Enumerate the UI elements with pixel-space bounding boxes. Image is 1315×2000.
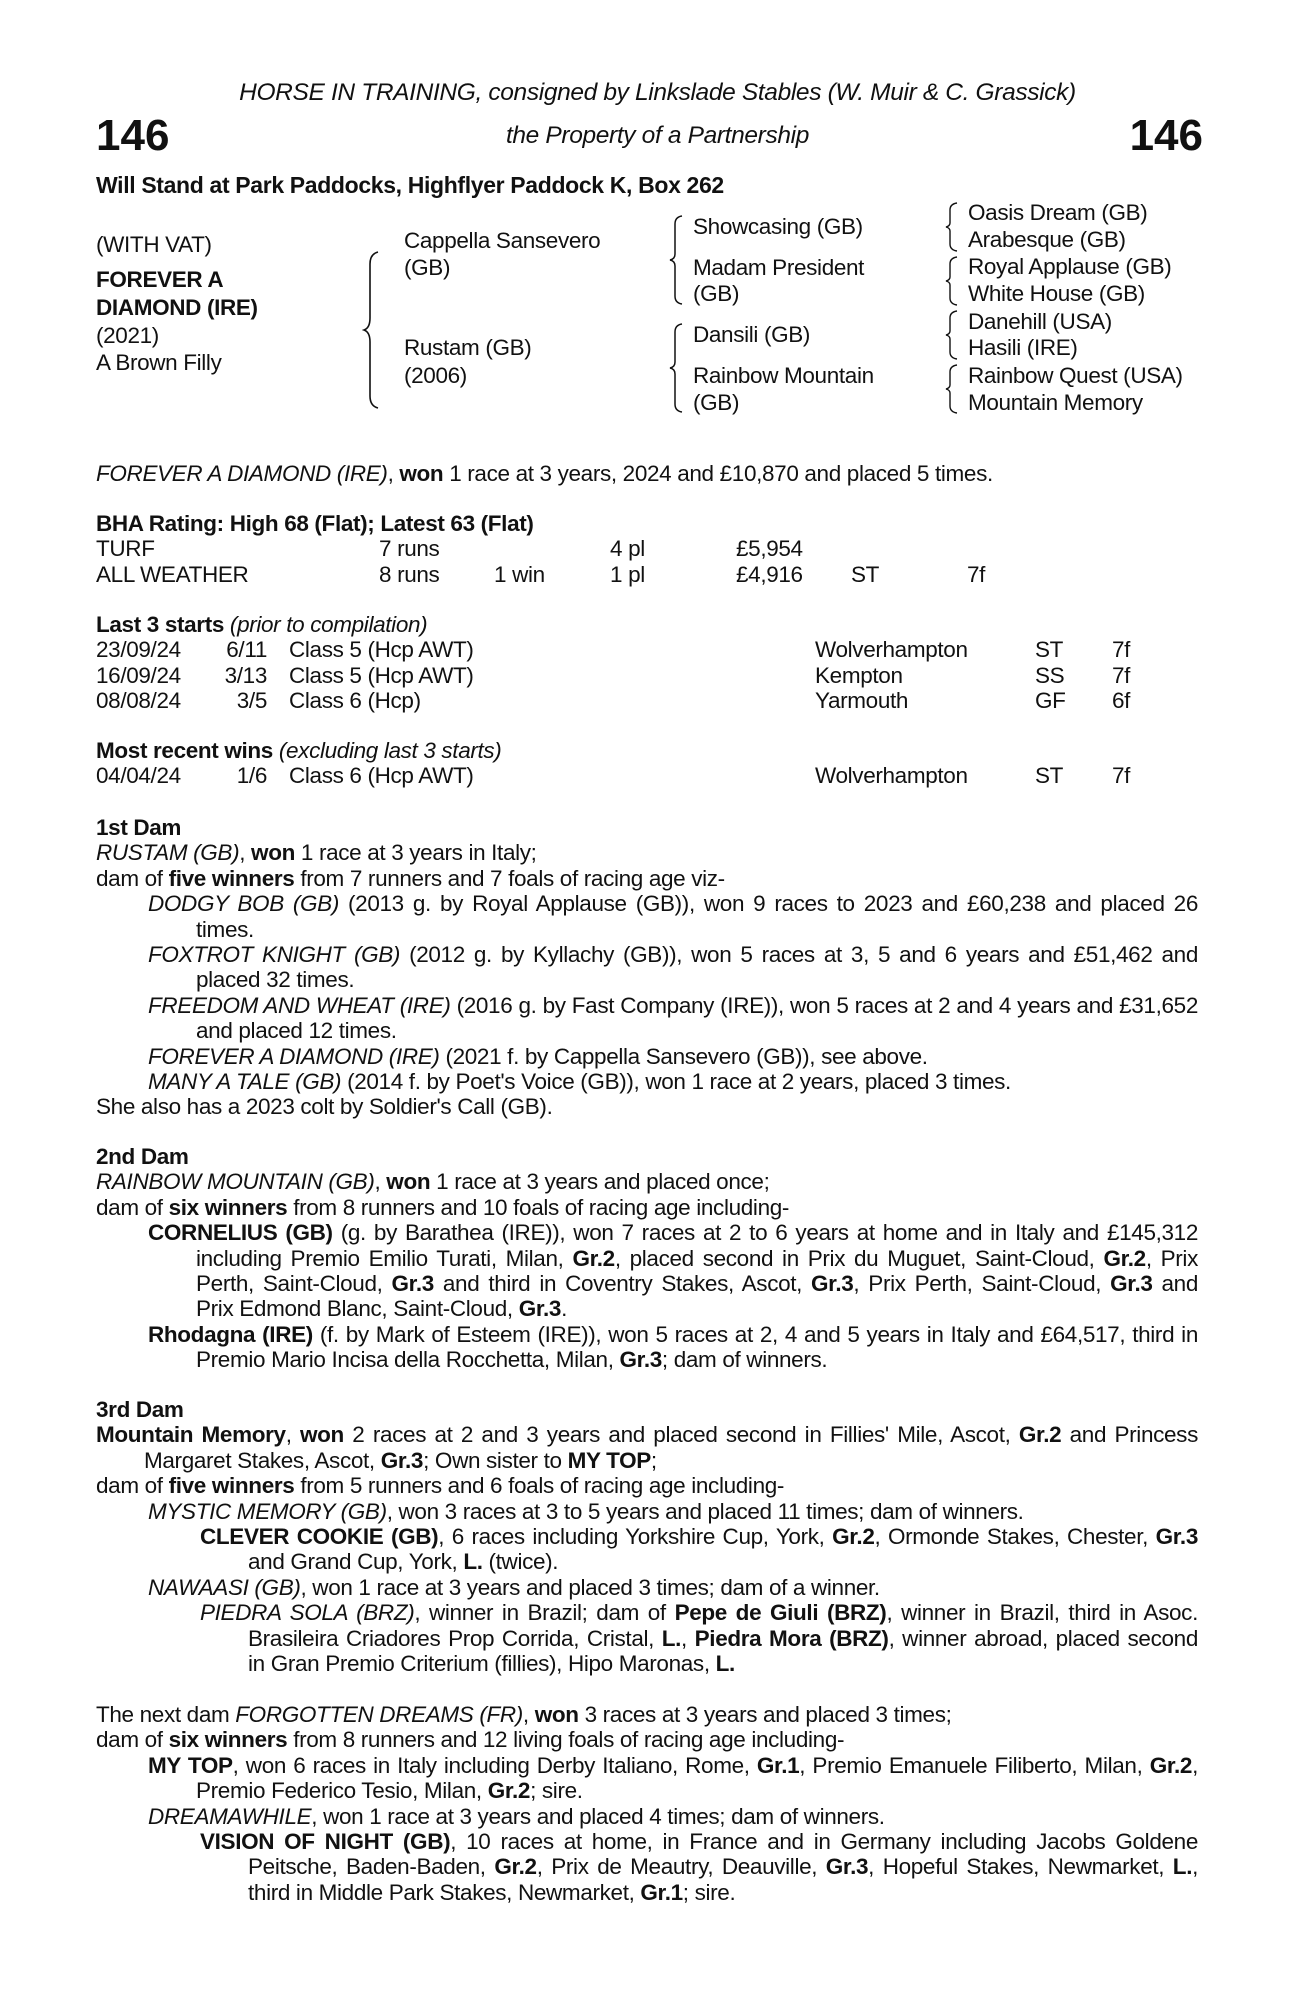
property-line: the Property of a Partnership (505, 122, 810, 149)
pedigree-paragraph (96, 1575, 1198, 1600)
pedigree-paragraph (96, 1322, 1198, 1373)
text: (2013 g. by Royal Applause (GB)), won 9 races to 2023 and £60,238 and placed 26 times. (196, 891, 1199, 942)
pedigree-paragraph (96, 1702, 1198, 1727)
text: 1 race at 3 years, 2024 and £10,870 and placed 5 times. (443, 461, 993, 486)
pedigree-paragraph (96, 866, 1198, 891)
text: , (522, 1702, 535, 1727)
text: ; dam of winners. (661, 1347, 828, 1373)
bold-text: five winners (168, 865, 295, 891)
going-cell: ST (1035, 763, 1064, 789)
bold-text: Piedra Mora (BRZ) (694, 1625, 889, 1651)
second-dam-section (96, 1144, 1198, 1373)
bold-text: Gr.3 (811, 1271, 854, 1297)
brace-gen3-4 (944, 363, 960, 415)
bold-text: VISION OF NIGHT (GB) (200, 1829, 451, 1855)
first-dam-section (96, 815, 1198, 1120)
bold-text: L. (463, 1549, 483, 1575)
brace-sire-parents (668, 214, 686, 306)
race-row (96, 688, 1198, 713)
recent-wins (96, 738, 1198, 789)
pedigree-paragraph (96, 1069, 1198, 1094)
section-heading: 1st Dam (96, 815, 182, 840)
last-starts-note: (prior to compilation) (229, 612, 428, 637)
prize-cell: £4,916 (736, 561, 803, 587)
date-cell: 16/09/24 (96, 662, 181, 688)
brace-dam-parents (668, 322, 686, 414)
italic-text: PIEDRA SOLA (BRZ) (200, 1600, 415, 1626)
pedigree-paragraph (96, 1094, 1198, 1119)
pedigree-paragraph (96, 993, 1198, 1044)
italic-text: DODGY BOB (GB) (148, 891, 339, 917)
race-row (96, 637, 1198, 662)
bold-text: Gr.3 (518, 1296, 562, 1322)
rating-row (96, 536, 1198, 561)
bold-text: CORNELIUS (GB) (148, 1220, 333, 1246)
position-cell: 3/13 (224, 662, 267, 688)
bold-text: six winners (168, 1727, 288, 1753)
sire-dam: Madam President (693, 255, 865, 280)
sire-suffix: (GB) (404, 255, 451, 280)
placed-cell: 1 pl (610, 561, 645, 587)
third-dam-section (96, 1397, 1198, 1676)
pedigree-paragraph (96, 840, 1198, 865)
distance-cell: 6f (1112, 688, 1131, 714)
bold-text: Rhodagna (IRE) (148, 1321, 313, 1347)
going-cell: ST (1035, 637, 1064, 663)
bold-text: Gr.2 (1149, 1752, 1193, 1778)
recent-wins-title: Most recent wins (96, 738, 273, 763)
bold-text: Pepe de Giuli (BRZ) (674, 1600, 887, 1626)
course-cell: Yarmouth (815, 688, 909, 714)
bold-text: Gr.2 (487, 1778, 531, 1804)
runs-cell: 8 runs (379, 561, 440, 587)
bold-text: CLEVER COOKIE (GB) (200, 1524, 439, 1550)
gen3-ancestor: Danehill (USA) (968, 309, 1112, 334)
text: and Prix Edmond Blanc, Saint-Cloud, (196, 1271, 1198, 1322)
text: (2014 f. by Poet's Voice (GB)), won 1 race at 2 years, placed 3 times. (341, 1069, 1011, 1095)
text: , Ormonde Stakes, Chester, (874, 1524, 1156, 1550)
italic-text: MANY A TALE (GB) (148, 1069, 342, 1095)
text: from 7 runners and 7 foals of racing age viz- (294, 865, 725, 891)
prize-cell: £5,954 (736, 536, 803, 562)
text: and Princess Margaret Stakes, Ascot, (144, 1422, 1198, 1473)
italic-text: FOREVER A DIAMOND (IRE) (96, 461, 388, 486)
text: (2021 f. by Cappella Sansevero (GB)), see above. (439, 1043, 928, 1069)
text: (f. by Mark of Esteem (IRE)), won 5 races at 2, 4 and 5 years in Italy and £64,517, third in Premio Mario Incisa della Rocchetta, Milan, (196, 1321, 1198, 1373)
text: She also has a 2023 colt by Soldier's Call (GB). (96, 1094, 553, 1120)
bold-text: Gr.2 (494, 1854, 537, 1880)
bold-text: L. (1172, 1854, 1193, 1880)
race-class-cell: Class 6 (Hcp) (289, 688, 421, 714)
text: ; (650, 1447, 657, 1473)
consignor-line: HORSE IN TRAINING, consigned by Linkslade Stables (W. Muir & C. Grassick) (239, 79, 1076, 106)
going-cell: GF (1035, 688, 1066, 714)
distance-cell: 7f (967, 561, 986, 587)
pedigree-paragraph (96, 1829, 1198, 1905)
bold-text: won (386, 1169, 431, 1195)
text: , won 1 race at 3 years and placed 4 times; dam of winners. (311, 1803, 885, 1829)
sire-name: Cappella Sansevero (404, 228, 601, 253)
gen3-ancestor: Hasili (IRE) (968, 335, 1078, 360)
gen3-ancestor: Oasis Dream (GB) (968, 200, 1148, 225)
date-cell: 04/04/24 (96, 763, 181, 789)
text: , won 1 race at 3 years and placed 3 times; dam of a winner. (300, 1574, 880, 1600)
italic-text: FOXTROT KNIGHT (GB) (148, 942, 401, 968)
bold-text: Gr.1 (756, 1752, 800, 1778)
surface-cell: ALL WEATHER (96, 561, 249, 587)
pedigree-paragraph (96, 1422, 1198, 1473)
bold-text: Gr.3 (380, 1447, 424, 1473)
race-summary (96, 461, 1198, 486)
horse-year: (2021) (96, 323, 159, 348)
text: , won 3 races at 3 to 5 years and placed 11 times; dam of winners. (386, 1498, 1024, 1524)
bold-text: Gr.2 (832, 1524, 875, 1550)
italic-text: DREAMAWHILE (148, 1803, 312, 1829)
text: and third in Coventry Stakes, Ascot, (433, 1271, 812, 1297)
dam-dam-suffix: (GB) (693, 390, 740, 415)
bha-rating-title: BHA Rating: High 68 (Flat); Latest 63 (Flat) (96, 511, 534, 536)
text: (2012 g. by Kyllachy (GB)), won 5 races at 3, 5 and 6 years and £51,462 and placed 32 times. (196, 942, 1198, 993)
pedigree-paragraph (96, 1727, 1198, 1752)
position-cell: 1/6 (236, 763, 267, 789)
brace-gen3-1 (944, 201, 960, 253)
text: ; Own sister to (423, 1447, 568, 1473)
text: , (239, 840, 252, 866)
pedigree-paragraph (96, 1804, 1198, 1829)
text: , placed second in Prix du Muguet, Saint-Cloud, (614, 1245, 1104, 1271)
position-cell: 3/5 (236, 688, 267, 714)
gen3-ancestor: White House (GB) (968, 281, 1145, 306)
italic-text: FORGOTTEN DREAMS (FR) (235, 1702, 523, 1727)
gen3-ancestor: Mountain Memory (968, 390, 1143, 415)
bold-text: Gr.2 (1103, 1245, 1146, 1271)
bold-text: Gr.2 (572, 1245, 615, 1271)
italic-text: NAWAASI (GB) (148, 1574, 301, 1600)
brace-gen3-2 (944, 255, 960, 307)
bold-text: Gr.1 (640, 1879, 683, 1905)
course-cell: Wolverhampton (815, 637, 968, 663)
italic-text: FOREVER A DIAMOND (IRE) (148, 1043, 440, 1069)
going-cell: SS (1035, 662, 1065, 688)
text: from 5 runners and 6 foals of racing age including- (294, 1473, 785, 1499)
rating-row (96, 562, 1198, 587)
text: ; sire. (682, 1879, 736, 1905)
brace-gen3-3 (944, 309, 960, 361)
bold-text: five winners (168, 1473, 295, 1499)
text: dam of (96, 1194, 169, 1220)
bold-text: MY TOP (567, 1447, 651, 1473)
text: , winner abroad, placed second in Gran Premio Criterium (fillies), Hipo Maronas, (248, 1625, 1198, 1677)
pedigree-paragraph (96, 1499, 1198, 1524)
text: The next dam (96, 1702, 236, 1727)
text: 1 race at 3 years and placed once; (430, 1169, 770, 1195)
bold-text: six winners (168, 1194, 288, 1220)
pedigree-paragraph (96, 1044, 1198, 1069)
text: (2016 g. by Fast Company (IRE)), won 5 races at 2 and 4 years and £31,652 and placed 12 times. (196, 992, 1198, 1044)
pedigree-paragraph (96, 1473, 1198, 1498)
race-row (96, 763, 1198, 788)
pedigree-paragraph (96, 1195, 1198, 1220)
position-cell: 6/11 (226, 637, 267, 663)
distance-cell: 7f (1112, 662, 1131, 688)
last-starts-title: Last 3 starts (96, 612, 225, 637)
race-class-cell: Class 5 (Hcp AWT) (289, 637, 474, 663)
text: , 6 races including Yorkshire Cup, York, (438, 1524, 833, 1550)
brace-sire-dam (362, 250, 382, 410)
gen3-ancestor: Royal Applause (GB) (968, 254, 1172, 279)
text: , won 6 races in Italy including Derby Italiano, Rome, (232, 1752, 757, 1778)
text: (g. by Barathea (IRE)), won 7 races at 2 to 6 years at home and in Italy and £145,312 including Premio Emilio Turati, Milan, (196, 1220, 1199, 1271)
italic-text: RUSTAM (GB) (96, 840, 240, 866)
pedigree-paragraph (96, 1753, 1198, 1804)
text: 2 races at 2 and 3 years and placed second in Fillies' Mile, Ascot, (343, 1422, 1019, 1448)
text: from 8 runners and 10 foals of racing age including- (287, 1194, 790, 1220)
text: , winner in Brazil; dam of (414, 1600, 675, 1626)
section-heading: 3rd Dam (96, 1397, 184, 1422)
text: dam of (96, 1727, 169, 1753)
bold-text: Gr.3 (1110, 1271, 1153, 1297)
course-cell: Wolverhampton (815, 763, 968, 789)
stand-location: Will Stand at Park Paddocks, Highflyer Paddock K, Box 262 (96, 172, 724, 198)
race-class-cell: Class 6 (Hcp AWT) (289, 763, 474, 789)
vat-label: (WITH VAT) (96, 232, 212, 257)
bold-text: Gr.3 (619, 1347, 662, 1373)
text: from 8 runners and 12 living foals of racing age including- (287, 1727, 845, 1753)
text: , winner in Brazil, third in Asoc. Brasileira Criadores Prop Corrida, Cristal, (248, 1600, 1198, 1651)
course-cell: Kempton (815, 662, 903, 688)
next-dam-section (96, 1702, 1198, 1905)
wins-cell: 1 win (494, 561, 545, 587)
text: , (387, 461, 400, 486)
bold-text: Gr.2 (1018, 1422, 1062, 1448)
text: , Premio Emanuele Filiberto, Milan, (799, 1752, 1150, 1778)
bold-text: Mountain Memory (96, 1422, 286, 1448)
pedigree-paragraph (96, 1600, 1198, 1676)
pedigree-paragraph (96, 1169, 1198, 1194)
recent-wins-note: (excluding last 3 starts) (278, 738, 502, 763)
runs-cell: 7 runs (379, 536, 440, 562)
bold-text: won (251, 840, 295, 866)
surface-cell: TURF (96, 536, 155, 562)
pedigree-paragraph (96, 1220, 1198, 1322)
text: . (561, 1296, 568, 1322)
gen3-ancestor: Arabesque (GB) (968, 227, 1126, 252)
dam-dam: Rainbow Mountain (693, 363, 874, 388)
last-starts (96, 612, 1198, 714)
gen3-ancestor: Rainbow Quest (USA) (968, 363, 1183, 388)
text: , Hopeful Stakes, Newmarket, (868, 1854, 1173, 1880)
bold-text: Gr.3 (825, 1854, 869, 1880)
sire-sire: Showcasing (GB) (693, 214, 863, 239)
bold-text: won (399, 461, 444, 486)
going-cell: ST (851, 561, 880, 587)
lot-number-left: 146 (96, 111, 170, 160)
date-cell: 23/09/24 (96, 637, 181, 663)
lot-number-right: 146 (1129, 111, 1203, 160)
date-cell: 08/08/24 (96, 688, 181, 714)
pedigree-paragraph (96, 1524, 1198, 1575)
text: (twice). (482, 1549, 559, 1575)
horse-name-line2: DIAMOND (IRE) (96, 295, 258, 320)
pedigree-paragraph (96, 891, 1198, 942)
dam-sire: Dansili (GB) (693, 322, 811, 347)
dam-name: Rustam (GB) (404, 335, 532, 360)
text: , 10 races at home, in France and in Germany including Jacobs Goldene Peitsche, Baden-Baden, (248, 1829, 1198, 1880)
text: , Prix Perth, Saint-Cloud, (853, 1271, 1111, 1297)
horse-name-line1: FOREVER A (96, 267, 224, 292)
bold-text: L. (661, 1625, 682, 1651)
sire-dam-suffix: (GB) (693, 281, 740, 306)
italic-text: RAINBOW MOUNTAIN (GB) (96, 1169, 375, 1195)
bold-text: Gr.3 (391, 1271, 434, 1297)
text: dam of (96, 1473, 169, 1499)
race-row (96, 663, 1198, 688)
text: ; sire. (530, 1778, 583, 1804)
horse-description: A Brown Filly (96, 350, 222, 375)
placed-cell: 4 pl (610, 536, 645, 562)
pedigree-paragraph (96, 942, 1198, 993)
race-class-cell: Class 5 (Hcp AWT) (289, 662, 474, 688)
text: , (285, 1422, 300, 1448)
bold-text: L. (715, 1651, 735, 1677)
text: , Prix de Meautry, Deauville, (536, 1854, 826, 1880)
distance-cell: 7f (1112, 763, 1131, 789)
bold-text: won (299, 1422, 344, 1448)
dam-year: (2006) (404, 363, 467, 388)
bha-rating (96, 511, 1198, 587)
text: dam of (96, 865, 169, 891)
text: 3 races at 3 years and placed 3 times; (578, 1702, 952, 1727)
italic-text: MYSTIC MEMORY (GB) (148, 1498, 387, 1524)
section-heading: 2nd Dam (96, 1144, 189, 1169)
text: , Prix Perth, Saint-Cloud, (196, 1245, 1198, 1297)
bold-text: Gr.3 (1155, 1524, 1198, 1550)
text: and Grand Cup, York, (248, 1549, 464, 1575)
bold-text: MY TOP (148, 1752, 233, 1778)
text: 1 race at 3 years in Italy; (295, 840, 537, 866)
distance-cell: 7f (1112, 637, 1131, 663)
text: , (681, 1625, 695, 1651)
italic-text: FREEDOM AND WHEAT (IRE) (148, 992, 451, 1018)
text: , Premio Federico Tesio, Milan, (196, 1752, 1198, 1804)
bold-text: won (534, 1702, 579, 1727)
text: , (374, 1169, 387, 1195)
text: , third in Middle Park Stakes, Newmarket, (248, 1854, 1198, 1905)
